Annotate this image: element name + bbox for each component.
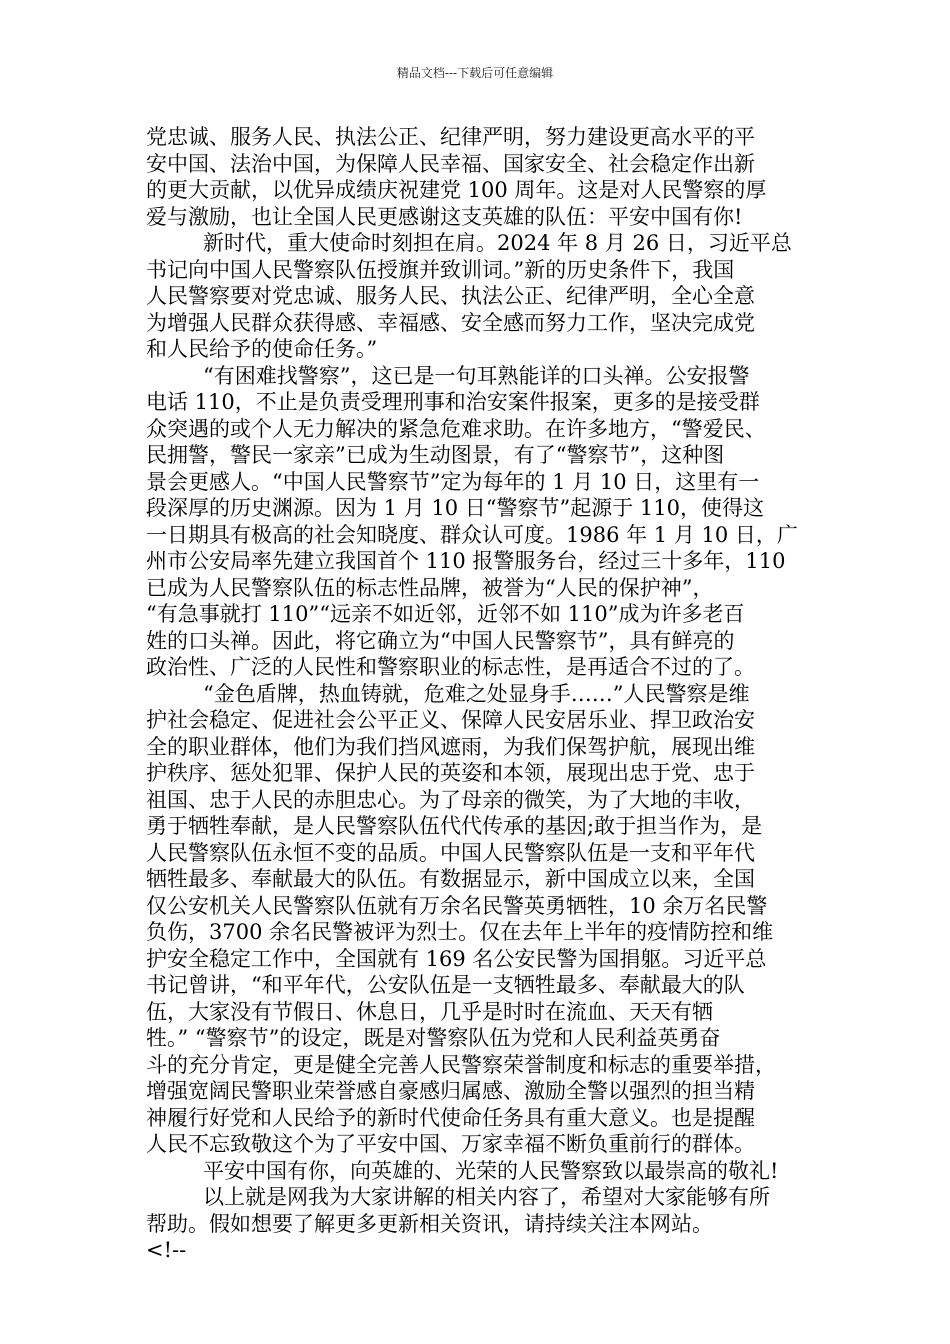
text-line: 仅公安机关人民警察队伍就有万余名民警英勇牺牲，10 余万名民警 <box>146 893 768 918</box>
text-line: 祖国、忠于人民的赤胆忠心。为了母亲的微笑，为了大地的丰收， <box>146 787 755 812</box>
text-line: “金色盾牌，热血铸就，危难之处显身手……”人民警察是维 <box>203 681 750 706</box>
text-line: 护社会稳定、促进社会公平正义、保障人民安居乐业、捍卫政治安 <box>146 708 755 732</box>
text-line: 牲。” “警察节”的设定，既是对警察队伍为党和人民利益英勇奋 <box>146 1026 721 1050</box>
text-line: 书记曾讲，“和平年代，公安队伍是一支牺牲最多、奉献最大的队 <box>146 973 745 997</box>
text-line: 景会更感人。“中国人民警察节”定为每年的 1 月 10 日，这里有一 <box>146 469 760 494</box>
text-line: 电话 110，不止是负责受理刑事和治安案件报案，更多的是接受群 <box>146 390 760 414</box>
text-line: 负伤，3700 余名民警被评为烈士。仅在去年上半年的疫情防控和维 <box>146 920 774 944</box>
text-line: “有困难找警察”，这已是一句耳熟能详的口头禅。公安报警 <box>203 363 750 388</box>
text-line: “有急事就打 110”“远亲不如近邻，近邻不如 110”成为许多老百 <box>146 602 745 626</box>
page-header-note: 精品文档---下载后可任意编辑 <box>396 66 554 80</box>
text-line: <!-- <box>146 1238 187 1262</box>
text-line: 牺牲最多、奉献最大的队伍。有数据显示，新中国成立以来，全国 <box>146 867 755 891</box>
text-line: 护秩序、惩处犯罪、保护人民的英姿和本领，展现出忠于党、忠于 <box>146 761 755 785</box>
text-line: 平安中国有你，向英雄的、光荣的人民警察致以最崇高的敬礼! <box>203 1158 779 1183</box>
text-line: 帮助。假如想要了解更多更新相关资讯，请持续关注本网站。 <box>146 1211 713 1236</box>
text-line: 段深厚的历史渊源。因为 1 月 10 日“警察节”起源于 110，使得这 <box>146 496 765 520</box>
text-line: 的更大贡献，以优异成绩庆祝建党 100 周年。这是对人民警察的厚 <box>146 178 767 202</box>
text-line: 新时代，重大使命时刻担在肩。2024 年 8 月 26 日，习近平总 <box>203 231 792 255</box>
text-line: 为增强人民群众获得感、幸福感、安全感而努力工作，坚决完成党 <box>146 310 755 335</box>
text-line: 一日期具有极高的社会知晓度、群众认可度。1986 年 1 月 10 日，广 <box>146 522 798 547</box>
text-line: 书记向中国人民警察队伍授旗并致训词。”新的历史条件下，我国 <box>146 257 735 282</box>
text-line: 勇于牺牲奉献，是人民警察队伍代代传承的基因;敢于担当作为，是 <box>146 814 763 838</box>
text-line: 党忠诚、服务人民、执法公正、纪律严明，努力建设更高水平的平 <box>146 125 755 149</box>
document-body <box>146 124 808 1264</box>
text-line: 已成为人民警察队伍的标志性品牌，被誉为“人民的保护神”， <box>146 575 714 600</box>
text-line: 爱与激励，也让全国人民更感谢这支英雄的队伍：平安中国有你! <box>146 204 743 229</box>
text-line: 政治性、广泛的人民性和警察职业的标志性，是再适合不过的了。 <box>146 655 755 679</box>
text-line: 民拥警，警民一家亲”已成为生动图景，有了“警察节”，这种图 <box>146 443 725 467</box>
text-line: 以上就是网我为大家讲解的相关内容了，希望对大家能够有所 <box>203 1185 770 1209</box>
text-line: 增强宽阔民警职业荣誉感自豪感归属感、激励全警以强烈的担当精 <box>146 1079 755 1103</box>
text-line: 和人民给予的使命任务。” <box>146 337 378 361</box>
text-line: 伍，大家没有节假日、休息日，几乎是时时在流血、天天有牺 <box>146 999 713 1024</box>
text-line: 安中国、法治中国，为保障人民幸福、国家安全、社会稳定作出新 <box>146 151 755 176</box>
text-line: 人民警察要对党忠诚、服务人民、执法公正、纪律严明，全心全意 <box>146 284 755 308</box>
text-line: 护安全稳定工作中，全国就有 169 名公安民警为国捐躯。习近平总 <box>146 946 767 971</box>
text-line: 众突遇的或个人无力解决的紧急危难求助。在许多地方，“警爱民、 <box>146 416 766 441</box>
text-line: 全的职业群体，他们为我们挡风遮雨，为我们保驾护航，展现出维 <box>146 734 755 759</box>
text-line: 州市公安局率先建立我国首个 110 报警服务台，经过三十多年，110 <box>146 549 786 573</box>
text-line: 人民警察队伍永恒不变的品质。中国人民警察队伍是一支和平年代 <box>146 840 755 865</box>
text-line: 神履行好党和人民给予的新时代使命任务具有重大意义。也是提醒 <box>146 1105 755 1130</box>
text-line: 人民不忘致敬这个为了平安中国、万家幸福不断负重前行的群体。 <box>146 1132 755 1156</box>
text-line: 斗的充分肯定，更是健全完善人民警察荣誉制度和标志的重要举措， <box>146 1052 776 1077</box>
text-line: 姓的口头禅。因此，将它确立为“中国人民警察节”，具有鲜亮的 <box>146 628 735 653</box>
